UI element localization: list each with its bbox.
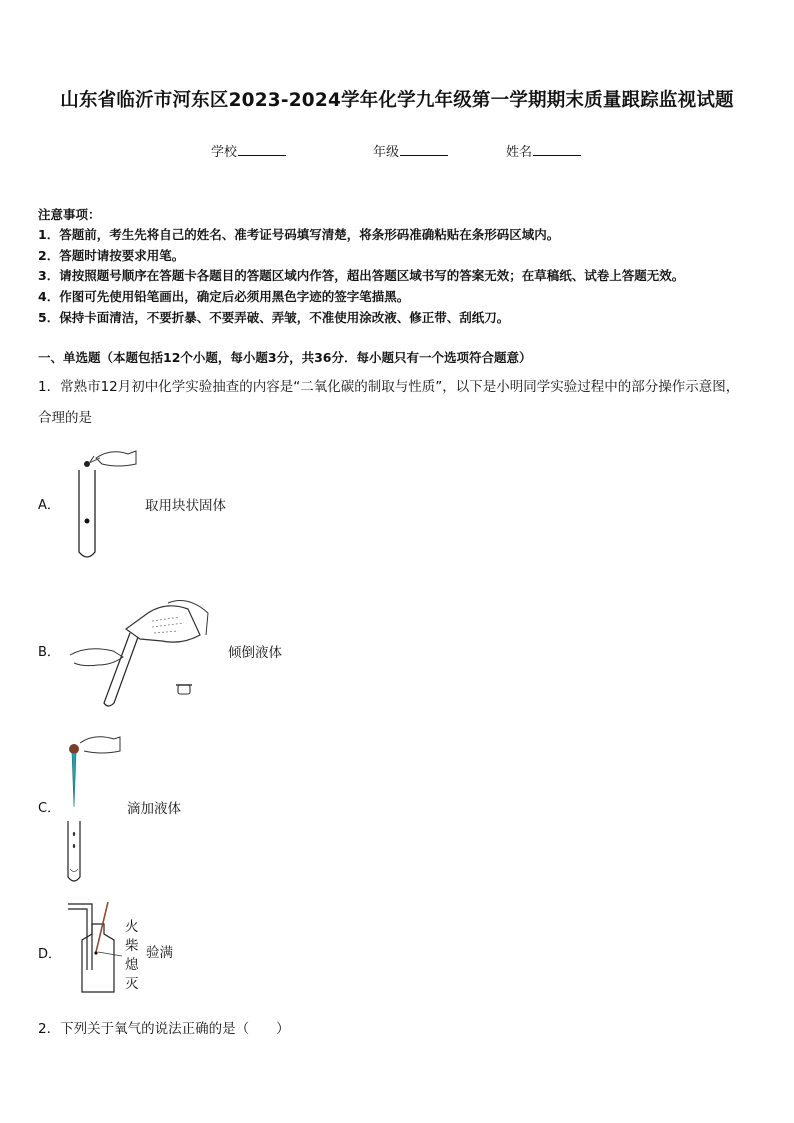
annotation-char: 火 bbox=[125, 919, 139, 935]
name-blank[interactable] bbox=[533, 143, 581, 156]
question-2-text: 2．下列关于氧气的说法正确的是（ ） bbox=[38, 1021, 290, 1037]
grade-blank[interactable] bbox=[400, 143, 448, 156]
annotation-char: 柴 bbox=[125, 938, 139, 954]
option-b-label: B． bbox=[38, 645, 60, 660]
note-item: 1．答题前，考生先将自己的姓名、准考证号码填写清楚，将条形码准确粘贴在条形码区域内。 bbox=[38, 227, 560, 242]
annotation-char: 灭 bbox=[125, 976, 139, 992]
page-title: 山东省临沂市河东区2023-2024学年化学九年级第一学期期末质量跟踪监视试题 bbox=[60, 90, 734, 111]
school-blank[interactable] bbox=[238, 143, 286, 156]
option-d-caption: 验满 bbox=[146, 945, 173, 961]
grade-field[interactable] bbox=[373, 141, 448, 160]
option-c-label: C． bbox=[38, 801, 61, 816]
option-a-caption: 取用块状固体 bbox=[145, 498, 226, 514]
note-item: 3．请按照题号顺序在答题卡各题目的答题区域内作答，超出答题区域书写的答案无效；在草稿纸、试卷上答题无效。 bbox=[38, 268, 685, 283]
note-item: 5．保持卡面清洁，不要折暴、不要弄破、弄皱，不准使用涂改液、修正带、刮纸刀。 bbox=[38, 310, 510, 325]
school-label: 学校 bbox=[211, 145, 238, 160]
option-b-caption: 倾倒液体 bbox=[228, 645, 282, 661]
option-c-illustration bbox=[64, 733, 124, 883]
option-d-label: D． bbox=[38, 947, 62, 962]
school-field[interactable] bbox=[211, 141, 286, 160]
option-d-annotation bbox=[125, 918, 141, 994]
option-c-caption: 滴加液体 bbox=[127, 801, 181, 817]
notes-title: 注意事项： bbox=[38, 207, 101, 222]
option-b-illustration bbox=[68, 595, 218, 710]
option-a-illustration bbox=[66, 444, 146, 564]
note-item: 2．答题时请按要求用笔。 bbox=[38, 248, 185, 263]
annotation-char: 熄 bbox=[125, 957, 139, 973]
option-d-illustration bbox=[64, 900, 130, 1000]
option-a-label: A． bbox=[38, 498, 60, 513]
name-label: 姓名 bbox=[506, 145, 533, 160]
question-1-text-cont: 合理的是 bbox=[38, 410, 92, 426]
section-heading: 一、单选题（本题包括12个小题，每小题3分，共36分．每小题只有一个选项符合题意） bbox=[38, 350, 532, 365]
question-1-text: 1．常熟市12月初中化学实验抽查的内容是“二氧化碳的制取与性质”，以下是小明同学实验过程中的部分操作示意图， bbox=[38, 379, 740, 395]
note-item: 4．作图可先使用铅笔画出，确定后必须用黑色字迹的签字笔描黑。 bbox=[38, 289, 410, 304]
grade-label: 年级 bbox=[373, 145, 400, 160]
name-field[interactable] bbox=[506, 141, 581, 160]
